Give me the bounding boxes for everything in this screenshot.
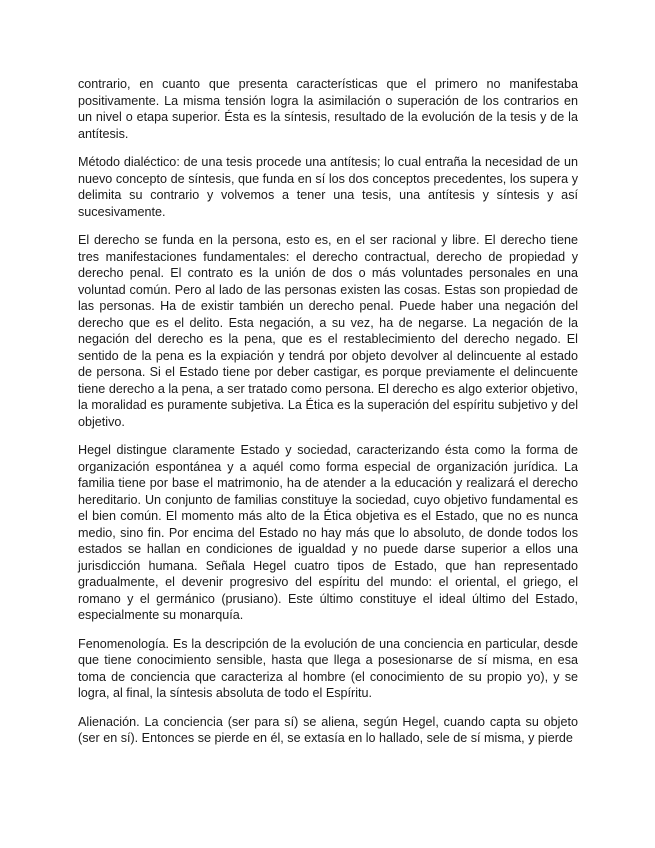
paragraph-fenomenologia: Fenomenología. Es la descripción de la evolución de una conciencia en particular, desde que tiene conocimiento sensible, hasta que llega a posesionarse de sí misma, en esa toma de conciencia que caracteriza al hombre (el conocimiento de su propio yo), y se logra, al final, la síntesis absoluta de todo el Espíritu.: [78, 636, 578, 700]
document-page: [78, 76, 578, 759]
paragraph-tesis-antitesis: contrario, en cuanto que presenta características que el primero no manifestaba positivamente. La misma tensión logra la asimilación o superación de los contrarios en un nivel o etapa superior. Ésta es la síntesis, resultado de la evolución de la tesis y de la antítesis.: [78, 77, 578, 141]
paragraph-metodo-dialectico: Método dialéctico: de una tesis procede una antítesis; lo cual entraña la necesidad de un nuevo concepto de síntesis, que funda en sí los dos conceptos precedentes, los supera y delimita su contrario y volvemos a tener una tesis, una antítesis y síntesis y así sucesivamente.: [78, 155, 578, 219]
paragraph-derecho: El derecho se funda en la persona, esto es, en el ser racional y libre. El derecho tiene tres manifestaciones fundamentales: el derecho contractual, derecho de propiedad y derecho penal. El contrato es la unión de dos o más voluntades personales en una voluntad común. Pero al lado de las personas existen las cosas. Estas son propiedad de las personas. Ha de existir también un derecho penal. Puede haber una negación del derecho que es el delito. Esta negación, a su vez, ha de negarse. La negación de la negación del derecho es la pena, que es el restablecimiento del derecho negado. El sentido de la pena es la expiación y tendrá por objeto devolver al delincuente al estado de persona. Si el Estado tiene por deber castigar, es porque previamente el delincuente tiene derecho a la pena, a ser tratado como persona. El derecho es algo exterior objetivo, la moralidad es puramente subjetiva. La Ética es la superación del espíritu subjetivo y del objetivo.: [78, 233, 578, 429]
paragraph-estado-sociedad: Hegel distingue claramente Estado y sociedad, caracterizando ésta como la forma de organización espontánea y a aquél como forma especial de organización jurídica. La familia tiene por base el matrimonio, ha de atender a la educación y realizará el derecho hereditario. Un conjunto de familias constituye la sociedad, cuyo objetivo fundamental es el bien común. El momento más alto de la Ética objetiva es el Estado, que no es nunca medio, sino fin. Por encima del Estado no hay más que lo absoluto, de donde todos los estados se hallan en condiciones de igualdad y no puede darse superior a ellos una jurisdicción humana. Señala Hegel cuatro tipos de Estado, que han representado gradualmente, el devenir progresivo del espíritu del mundo: el oriental, el griego, el romano y el germánico (prusiano). Este último constituye el ideal último del Estado, especialmente su monarquía.: [78, 443, 578, 622]
paragraph-alienacion: Alienación. La conciencia (ser para sí) se aliena, según Hegel, cuando capta su objeto (ser en sí). Entonces se pierde en él, se extasía en lo hallado, sele de sí misma, y pierde: [78, 714, 578, 745]
